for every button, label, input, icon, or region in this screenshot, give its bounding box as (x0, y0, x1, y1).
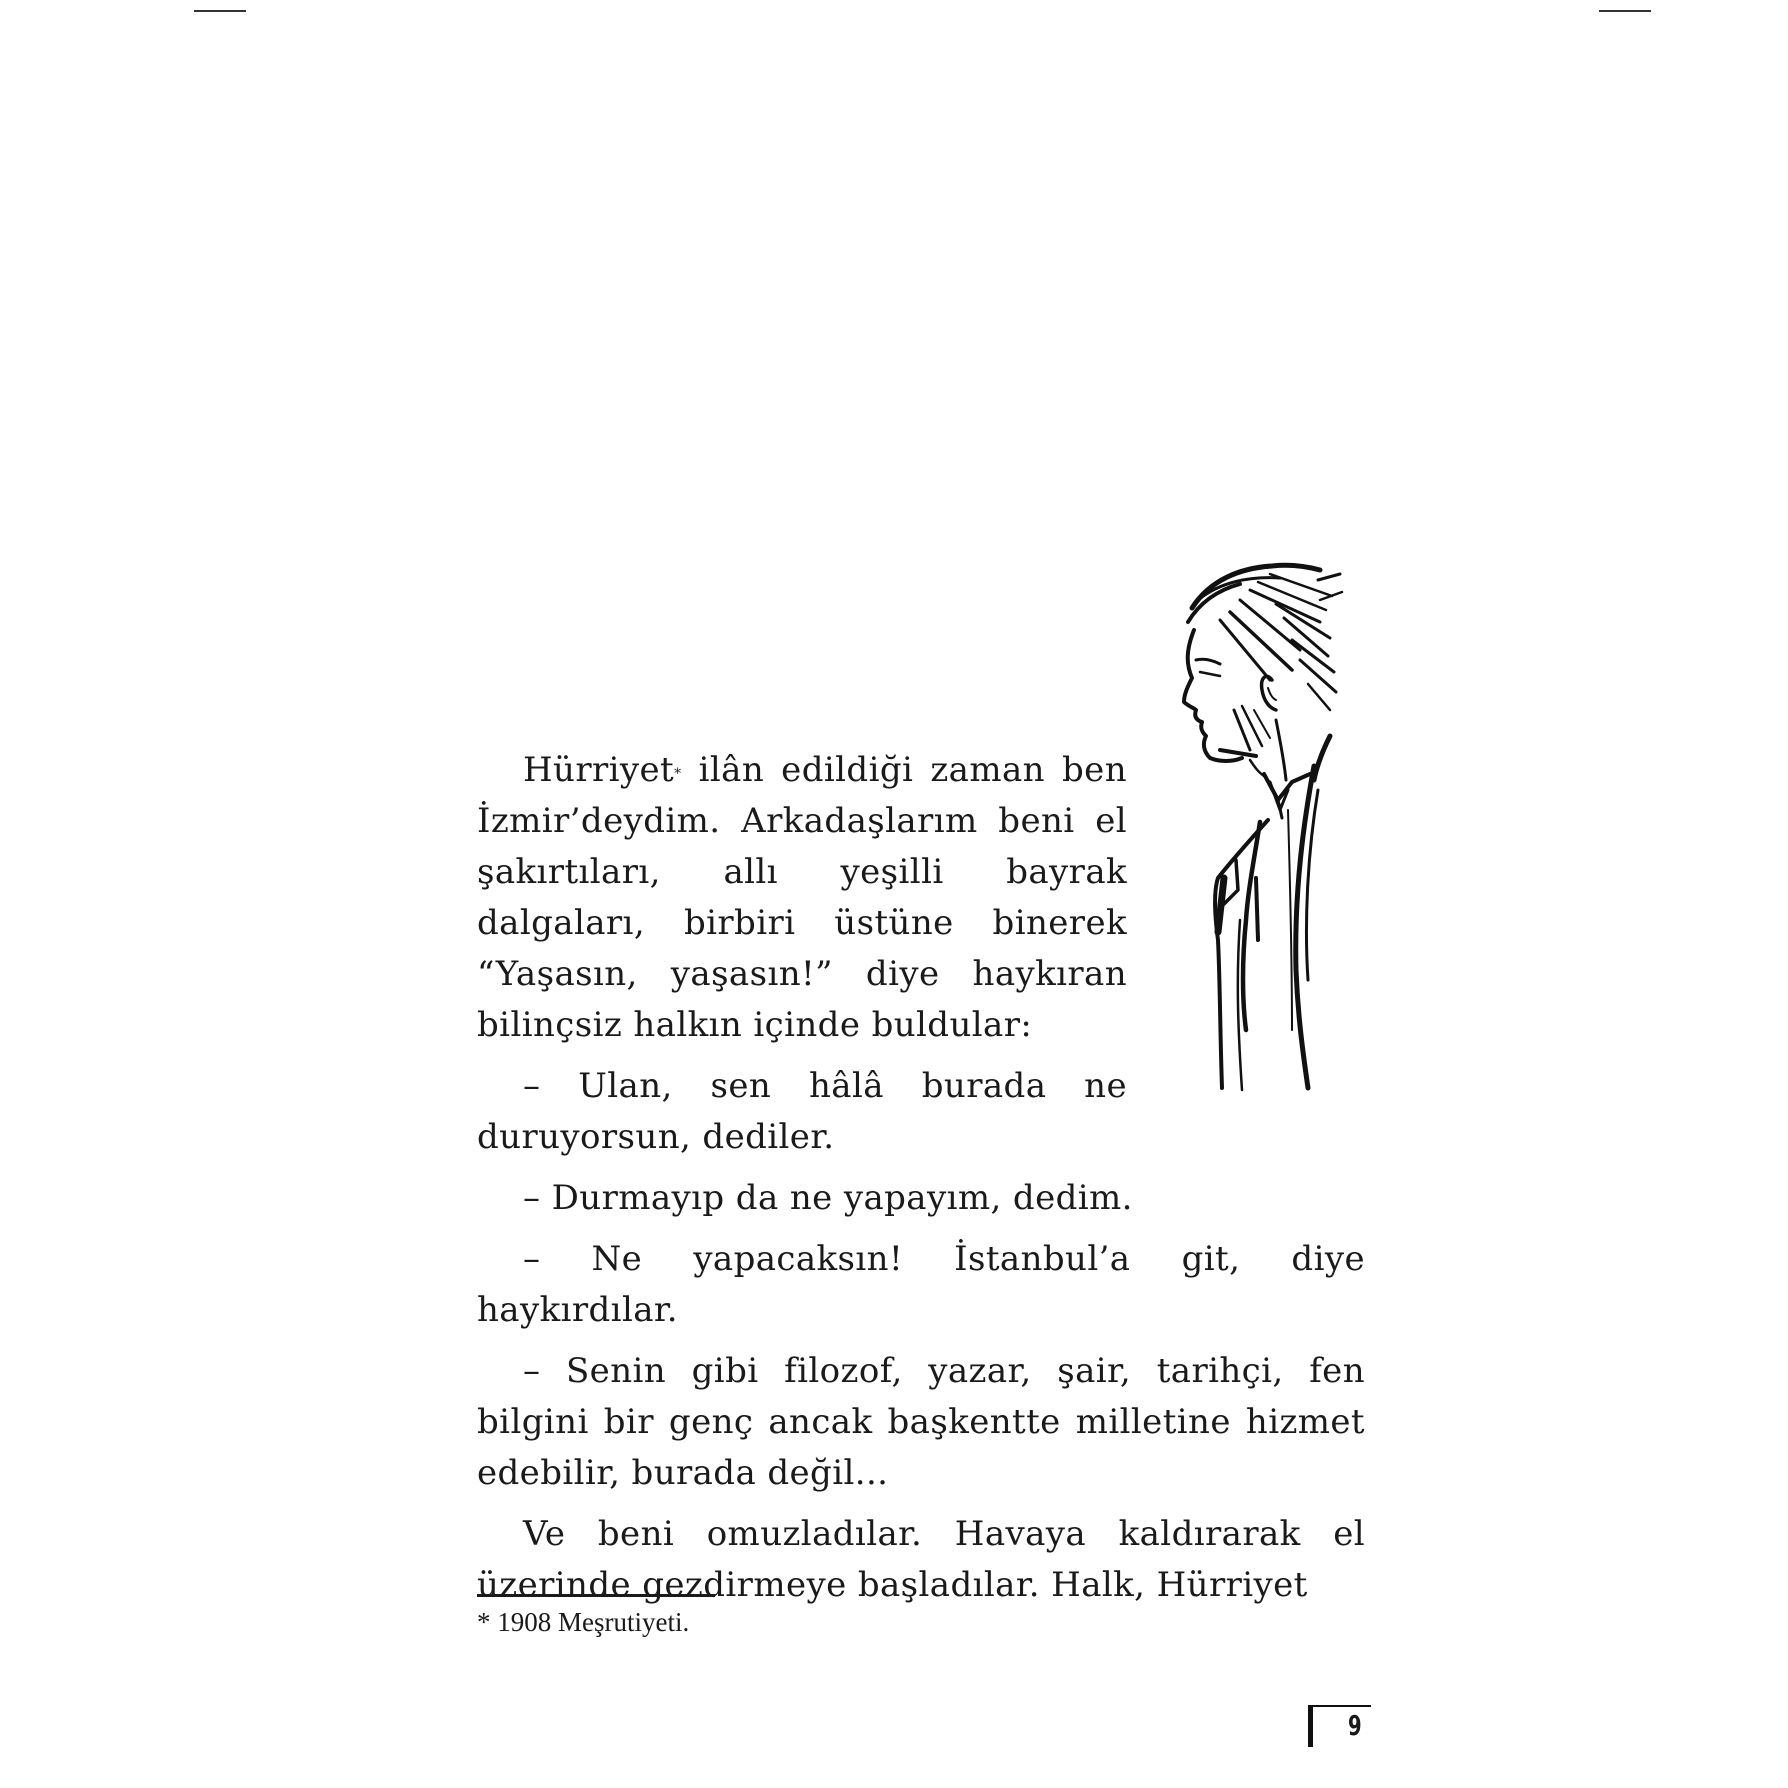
paragraph-5: – Senin gibi filozof, yazar, şair, tarihçi, fen bilgini bir genç ancak başkentte milletine hizmet edebilir, burada değil... (477, 1351, 1365, 1493)
crop-mark-right (1599, 10, 1651, 12)
paragraph-4: – Ne yapacaksın! İstanbul’a git, diye haykırdılar. (477, 1239, 1365, 1330)
paragraph-3: – Durmayıp da ne yapayım, dedim. (523, 1178, 1133, 1218)
body-text (477, 745, 1365, 1621)
page-number: 9 (1348, 1709, 1362, 1742)
paragraph-1: Hürriyet* ilân edildiği zaman ben İzmir’deydim. Arkadaşlarım beni el şakırtıları, allı yeşilli bayrak dalgaları, birbiri üstüne binerek “Yaşasın, yaşasın!” diye haykıran bilinçsiz halkın içinde buldular: (477, 750, 1127, 1045)
paragraph-6: Ve beni omuzladılar. Havaya kaldırarak el üzerinde gezdirmeye başladılar. Halk, Hürriyet (477, 1514, 1365, 1605)
footnote-marker: * (674, 766, 682, 782)
paragraph-2: – Ulan, sen hâlâ burada ne duruyorsun, dediler. (477, 1066, 1127, 1157)
footnote: * 1908 Meşrutiyeti. (477, 1607, 690, 1637)
crop-mark-left (194, 10, 246, 12)
footnote-rule (477, 1594, 715, 1597)
